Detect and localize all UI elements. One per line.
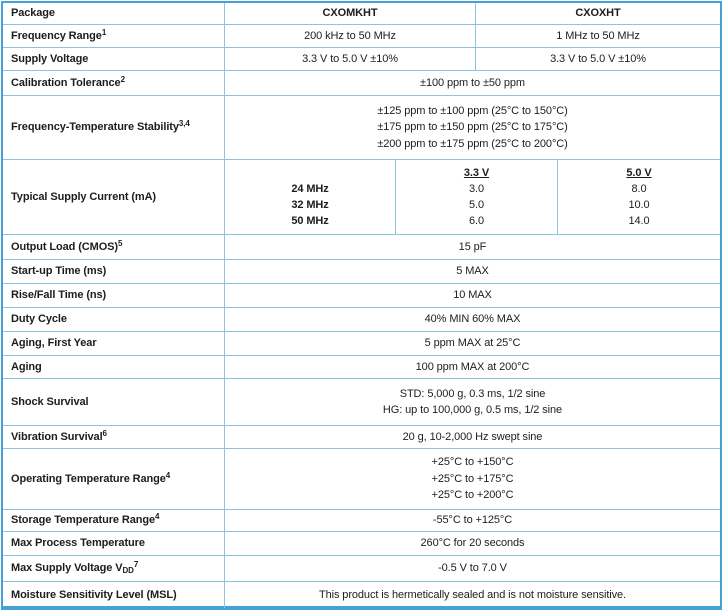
row-calibration-tolerance	[3, 71, 720, 96]
startup-time-label: Start-up Time (ms)	[3, 260, 225, 283]
header-row	[3, 3, 720, 25]
operating-temp-range-label	[3, 449, 225, 509]
footnote-sup: 5	[117, 238, 123, 248]
max-supply-voltage-value: -0.5 V to 7.0 V	[438, 562, 507, 574]
freq-32mhz: 32 MHz	[291, 199, 329, 211]
rise-fall-time-value: 10 MAX	[453, 289, 492, 301]
footnote-sup: 7	[133, 560, 139, 569]
vdd-subscript: DD	[122, 566, 134, 575]
label-text: Frequency Range$^1$	[11, 27, 107, 42]
row-aging-first-year	[3, 332, 720, 356]
label-text: Frequency-Temperature Stability$^{3,4}$	[11, 119, 190, 133]
supply-current-frequencies	[225, 160, 395, 234]
supply-current-3v3-column	[395, 160, 557, 234]
row-shock-survival	[3, 379, 720, 426]
frequency-range-label	[3, 25, 225, 47]
moisture-sensitivity-label: Moisture Sensitivity Level (MSL)	[3, 582, 225, 608]
moisture-sensitivity-value: This product is hermetically sealed and is not moisture sensitive.	[318, 588, 627, 601]
row-output-load	[3, 235, 720, 260]
shock-line-std: STD: 5,000 g, 0.3 ms, 1/2 sine	[399, 388, 546, 400]
current-3v3-50mhz: 6.0	[469, 215, 484, 227]
output-load-label	[3, 235, 225, 259]
aging-value: 100 ppm MAX at 200°C	[415, 360, 530, 373]
current-3v3-32mhz: 5.0	[469, 199, 484, 211]
duty-cycle-value: 40% MIN 60% MAX	[424, 313, 521, 325]
stability-line-3: ±200 ppm to ±175 ppm (25°C to 200°C)	[377, 137, 568, 150]
footnote-sup: 1	[101, 27, 107, 37]
current-5v0-24mhz: 8.0	[631, 183, 647, 195]
frequency-range-cxoxht: 1 MHz to 50 MHz	[475, 25, 720, 47]
freq-temp-stability-value	[225, 96, 720, 159]
operating-temp-line-2: +25°C to +175°C	[431, 472, 514, 485]
column-head-5v0: 5.0 V	[626, 167, 652, 179]
typical-supply-current-label: Typical Supply Current (mA)	[3, 160, 225, 234]
row-rise-fall-time	[3, 284, 720, 308]
row-storage-temp-range	[3, 510, 720, 532]
header-cxoxht: CXOXHT	[475, 3, 720, 24]
supply-voltage-cxomkht: 3.3 V to 5.0 V ±10%	[302, 52, 398, 65]
current-5v0-50mhz: 14.0	[628, 215, 650, 227]
row-vibration-survival	[3, 426, 720, 449]
header-cxomkht: CXOMKHT	[322, 7, 378, 19]
max-supply-voltage-label	[3, 556, 225, 581]
footnote-sup: 4	[155, 512, 160, 521]
row-max-supply-voltage	[3, 556, 720, 582]
stability-line-2: ±175 ppm to ±150 ppm (25°C to 175°C)	[377, 121, 568, 134]
freq-50mhz: 50 MHz	[291, 215, 329, 227]
row-aging	[3, 356, 720, 379]
label-text: Calibration Tolerance$^2$	[11, 74, 125, 89]
aging-first-year-value: 5 ppm MAX at 25°C	[424, 337, 521, 349]
max-process-temp-value: 260°C for 20 seconds	[420, 537, 525, 549]
duty-cycle-label: Duty Cycle	[3, 308, 225, 331]
current-5v0-32mhz: 10.0	[628, 199, 650, 211]
storage-temp-range-value: -55°C to +125°C	[432, 514, 513, 526]
operating-temp-range-value	[225, 449, 720, 509]
shock-survival-value	[225, 379, 720, 425]
vibration-survival-value: 20 g, 10-2,000 Hz swept sine	[402, 430, 543, 443]
footnote-sup: 4	[165, 470, 171, 480]
label-text: Output Load (CMOS)$^5$	[11, 238, 123, 253]
row-moisture-sensitivity	[3, 582, 720, 608]
label-text: Max Supply Voltage $V_{DD}^7$	[11, 560, 139, 575]
freq-temp-stability-label	[3, 96, 225, 159]
aging-first-year-label: Aging, First Year	[3, 332, 225, 355]
max-process-temp-label: Max Process Temperature	[3, 532, 225, 555]
operating-temp-line-1: +25°C to +150°C	[431, 456, 514, 469]
rise-fall-time-label: Rise/Fall Time (ns)	[3, 284, 225, 307]
row-duty-cycle	[3, 308, 720, 332]
supply-voltage-cxoxht: 3.3 V to 5.0 V ±10%	[475, 48, 720, 70]
label-text: Operating Temperature Range$^4$	[11, 470, 171, 485]
storage-temp-range-label	[3, 510, 225, 531]
row-typical-supply-current	[3, 160, 720, 235]
row-freq-temp-stability	[3, 96, 720, 160]
row-frequency-range	[3, 25, 720, 48]
aging-label: Aging	[3, 356, 225, 378]
supply-current-5v0-column	[557, 160, 720, 234]
footnote-sup: 3,4	[178, 119, 190, 128]
supply-voltage-label: Supply Voltage	[3, 48, 225, 70]
footnote-sup: 2	[120, 74, 125, 84]
shock-line-hg: HG: up to 100,000 g, 0.5 ms, 1/2 sine	[382, 404, 563, 416]
label-text: Storage Temperature Range$^4$	[11, 512, 160, 526]
frequency-range-cxomkht: 200 kHz to 50 MHz	[304, 29, 396, 42]
spec-table	[1, 1, 722, 610]
current-3v3-24mhz: 3.0	[469, 183, 484, 195]
operating-temp-line-3: +25°C to +200°C	[431, 489, 514, 502]
row-supply-voltage	[3, 48, 720, 71]
output-load-value: 15 pF	[458, 240, 487, 253]
shock-survival-label: Shock Survival	[3, 379, 225, 425]
calibration-tolerance-label	[3, 71, 225, 95]
vibration-survival-label	[3, 426, 225, 448]
footnote-sup: 6	[102, 428, 107, 438]
header-package: Package	[3, 3, 225, 24]
column-head-3v3: 3.3 V	[463, 167, 490, 179]
row-operating-temp-range	[3, 449, 720, 510]
label-text: Vibration Survival$^6$	[11, 428, 107, 443]
row-max-process-temp	[3, 532, 720, 556]
stability-line-1: ±125 ppm to ±100 ppm (25°C to 150°C)	[377, 104, 568, 117]
startup-time-value: 5 MAX	[456, 265, 489, 277]
row-startup-time	[3, 260, 720, 284]
calibration-tolerance-value: ±100 ppm to ±50 ppm	[420, 76, 525, 89]
freq-24mhz: 24 MHz	[291, 183, 329, 195]
